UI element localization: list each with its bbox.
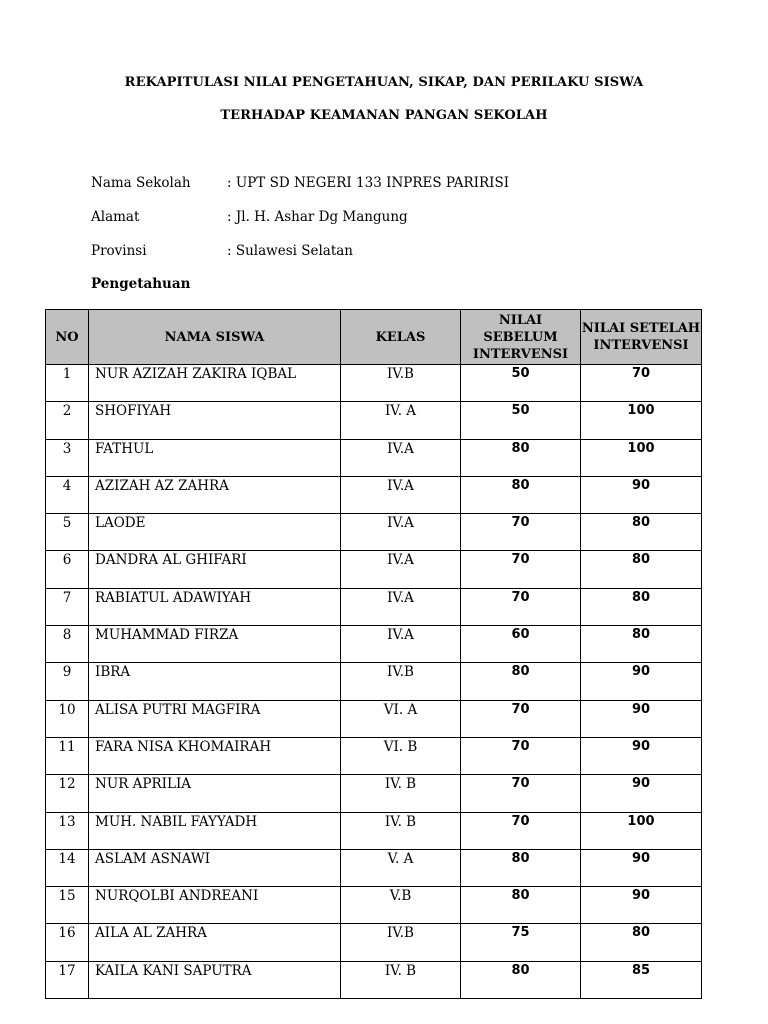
cell-kelas: IV.B [341,663,461,700]
table-row [46,812,702,849]
cell-kelas: VI. A [341,700,461,737]
cell-score-before: 70 [461,737,581,774]
cell-score-before: 70 [461,775,581,812]
cell-name: AILA AL ZAHRA [89,924,341,961]
cell-score-before: 70 [461,551,581,588]
cell-name: ALISA PUTRI MAGFIRA [89,700,341,737]
table-row [46,737,702,774]
table-row [46,402,702,439]
province-label: Provinsi [91,243,147,259]
cell-name: DANDRA AL GHIFARI [89,551,341,588]
cell-score-after: 85 [581,961,702,998]
cell-kelas: IV.A [341,439,461,476]
table-row [46,961,702,998]
cell-no: 3 [46,439,89,476]
address-label: Alamat [91,209,140,225]
cell-kelas: IV.A [341,476,461,513]
address-value: : Jl. H. Ashar Dg Mangung [227,209,408,225]
section-title: Pengetahuan [91,276,191,292]
cell-score-after: 90 [581,737,702,774]
cell-no: 10 [46,700,89,737]
cell-kelas: IV. B [341,812,461,849]
cell-score-after: 80 [581,514,702,551]
cell-score-after: 100 [581,402,702,439]
cell-name: KAILA KANI SAPUTRA [89,961,341,998]
header-before-line1: NILAI [498,312,543,328]
cell-kelas: V. A [341,849,461,886]
cell-name: MUH. NABIL FAYYADH [89,812,341,849]
school-value: : UPT SD NEGERI 133 INPRES PARIRISI [227,175,510,191]
cell-no: 1 [46,365,89,402]
cell-no: 13 [46,812,89,849]
cell-kelas: IV. B [341,961,461,998]
cell-score-before: 80 [461,849,581,886]
table-row [46,439,702,476]
cell-name: SHOFIYAH [89,402,341,439]
cell-name: NUR APRILIA [89,775,341,812]
cell-score-after: 100 [581,439,702,476]
cell-score-after: 90 [581,663,702,700]
header-kelas: KELAS [341,310,461,365]
cell-score-before: 80 [461,663,581,700]
cell-kelas: V.B [341,887,461,924]
cell-score-after: 90 [581,476,702,513]
document-title-line2: TERHADAP KEAMANAN PANGAN SEKOLAH [220,108,548,123]
header-before-line3: INTERVENSI [472,346,569,362]
cell-name: RABIATUL ADAWIYAH [89,588,341,625]
table-row [46,365,702,402]
cell-score-before: 80 [461,439,581,476]
cell-score-before: 70 [461,812,581,849]
header-after [581,310,702,365]
cell-kelas: IV. B [341,775,461,812]
cell-name: NURQOLBI ANDREANI [89,887,341,924]
scores-table [45,309,702,999]
cell-score-after: 90 [581,849,702,886]
header-after-line1: NILAI SETELAH [581,321,701,336]
table-row [46,514,702,551]
cell-score-after: 80 [581,588,702,625]
cell-kelas: IV.A [341,588,461,625]
cell-score-before: 60 [461,626,581,663]
cell-name: IBRA [89,663,341,700]
cell-score-after: 90 [581,700,702,737]
cell-no: 15 [46,887,89,924]
cell-score-before: 50 [461,402,581,439]
cell-kelas: IV.A [341,551,461,588]
cell-name: LAODE [89,514,341,551]
cell-kelas: IV.A [341,514,461,551]
province-value: : Sulawesi Selatan [227,243,354,259]
cell-kelas: IV.A [341,626,461,663]
cell-name: MUHAMMAD FIRZA [89,626,341,663]
cell-name: ASLAM ASNAWI [89,849,341,886]
cell-no: 14 [46,849,89,886]
table-row [46,476,702,513]
cell-name: FARA NISA KHOMAIRAH [89,737,341,774]
cell-score-before: 70 [461,700,581,737]
cell-no: 2 [46,402,89,439]
cell-score-after: 80 [581,626,702,663]
cell-score-after: 90 [581,887,702,924]
header-before [461,310,581,365]
cell-score-after: 80 [581,924,702,961]
cell-score-before: 70 [461,588,581,625]
cell-score-after: 80 [581,551,702,588]
cell-score-before: 80 [461,961,581,998]
cell-no: 17 [46,961,89,998]
cell-name: NUR AZIZAH ZAKIRA IQBAL [89,365,341,402]
cell-no: 11 [46,737,89,774]
cell-no: 9 [46,663,89,700]
cell-score-before: 50 [461,365,581,402]
cell-score-after: 70 [581,365,702,402]
cell-score-after: 100 [581,812,702,849]
table-row [46,775,702,812]
cell-no: 6 [46,551,89,588]
header-after-line2: INTERVENSI [593,338,689,353]
table-header-row [46,310,702,365]
cell-no: 16 [46,924,89,961]
document-title-line1: REKAPITULASI NILAI PENGETAHUAN, SIKAP, DAN PERILAKU SISWA [124,75,644,90]
table-row [46,551,702,588]
cell-no: 4 [46,476,89,513]
cell-no: 7 [46,588,89,625]
cell-no: 12 [46,775,89,812]
cell-score-before: 80 [461,887,581,924]
cell-kelas: VI. B [341,737,461,774]
table-row [46,924,702,961]
cell-no: 5 [46,514,89,551]
table-row [46,663,702,700]
cell-no: 8 [46,626,89,663]
cell-score-before: 75 [461,924,581,961]
header-name: NAMA SISWA [89,310,341,365]
table-body [46,365,702,999]
school-label: Nama Sekolah [91,175,191,191]
table-row [46,700,702,737]
cell-score-before: 70 [461,514,581,551]
table-row [46,626,702,663]
cell-score-after: 90 [581,775,702,812]
table-row [46,588,702,625]
table-row [46,849,702,886]
cell-name: FATHUL [89,439,341,476]
header-before-line2: SEBELUM [483,329,558,345]
cell-score-before: 80 [461,476,581,513]
cell-kelas: IV.B [341,924,461,961]
cell-name: AZIZAH AZ ZAHRA [89,476,341,513]
cell-kelas: IV.B [341,365,461,402]
cell-kelas: IV. A [341,402,461,439]
header-no: NO [46,310,89,365]
table-row [46,887,702,924]
